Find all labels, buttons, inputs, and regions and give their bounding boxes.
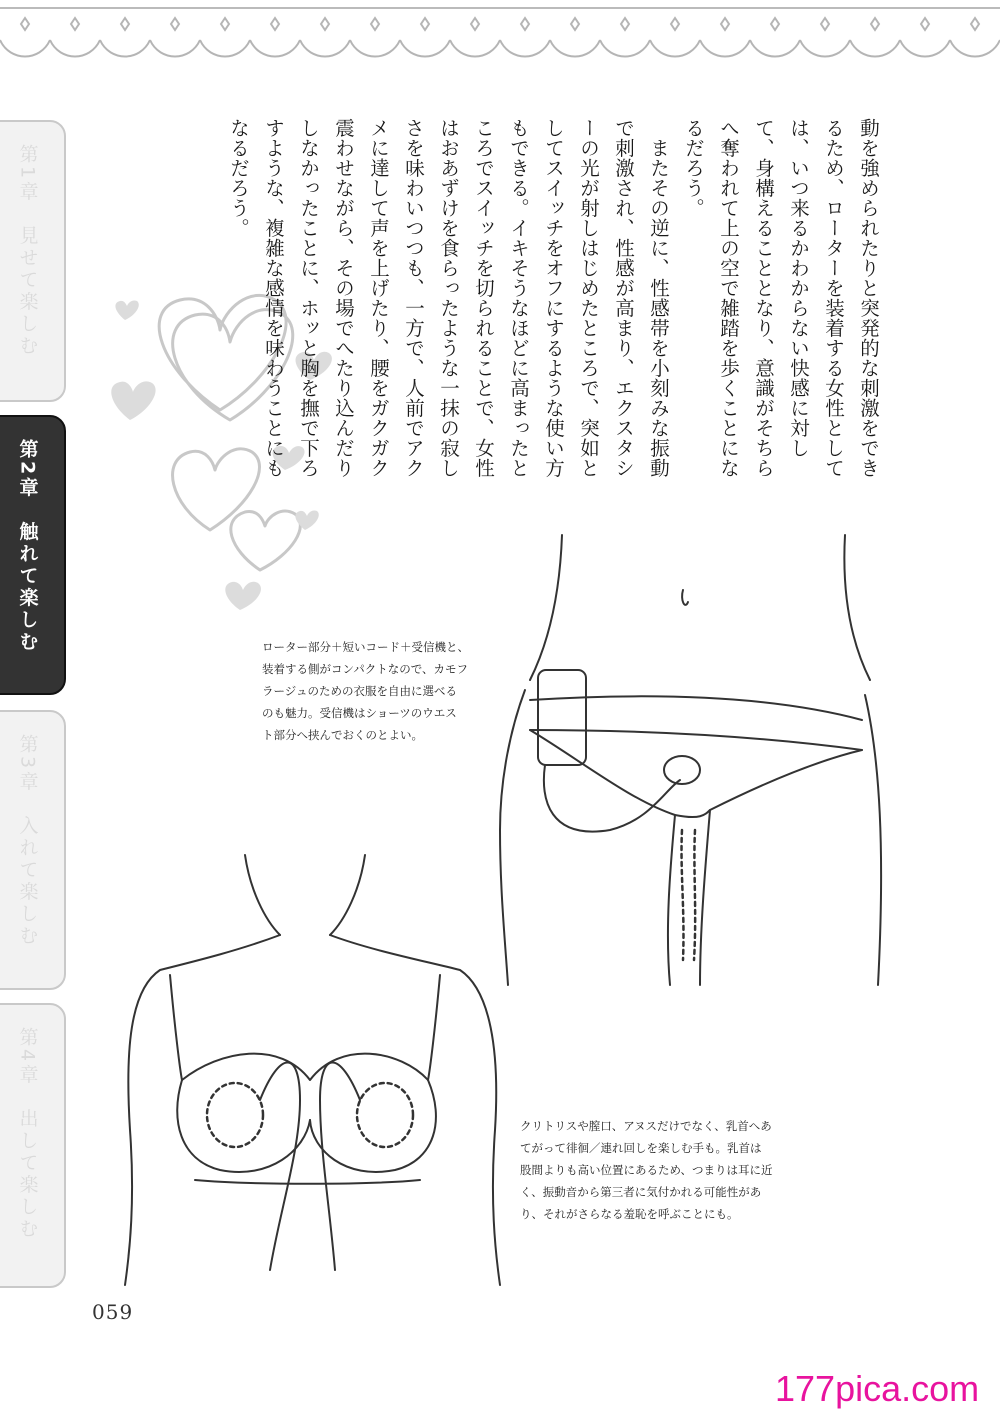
tab-chapter-4[interactable] [0,1003,66,1288]
lace-diamond [571,18,579,30]
lace-diamond [871,18,879,30]
tab-chapter-2[interactable] [0,415,66,695]
caption-line: 股間よりも高い位置にあるため、つまりは耳に近 [520,1163,773,1177]
tab-chapter-3-label: 第3章 入れて楽しむ [16,734,39,948]
lace-diamond [621,18,629,30]
lace-scallop [700,40,750,57]
lace-scallop [600,40,650,57]
lace-diamond [421,18,429,30]
caption-line: ローター部分＋短いコード＋受信機と、 [262,640,469,654]
caption-line: り、それがさらなる羞恥を呼ぶことにも。 [520,1207,739,1221]
lace-diamond [771,18,779,30]
lace-scallop [250,40,300,57]
lace-border-decoration [0,0,1000,70]
bra-illustration [100,850,530,1290]
lace-scallop [50,40,100,57]
caption-line: てがって徘徊／連れ回しを楽しむ手も。乳首は [520,1141,762,1155]
bra-caption [520,1115,773,1225]
lace-scallop [650,40,700,57]
page-number: 059 [92,1300,134,1324]
lace-scallop [100,40,150,57]
lace-scallop [350,40,400,57]
lace-diamond [171,18,179,30]
caption-line: ト部分へ挟んでおくのとよい。 [262,728,423,742]
lace-scallop [150,40,200,57]
caption-line: 装着する側がコンパクトなので、カモフ [262,662,468,676]
lace-scallop [400,40,450,57]
panties-illustration [490,530,890,990]
lace-scallop [450,40,500,57]
lace-scallop [900,40,950,57]
tab-chapter-3[interactable] [0,710,66,990]
watermark: 177pica.com [775,1368,980,1409]
panties-caption [262,636,469,746]
tab-chapter-2-label: 第2章 触れて楽しむ [16,439,39,654]
lace-diamond [121,18,129,30]
tab-chapter-1-label: 第1章 見せて楽しむ [16,144,39,358]
lace-scallop [0,40,50,57]
body-paragraph: またその逆に、性感帯を小刻みな振動で刺激され、性感が高まり、エクスタシーの光が射しはじめたところで、突如としてスイッチをオフにするような使い方もできる。イキそうなほどに高まったところでスイッチを切られることで、女性はおあずけを食らったような一抹の寂しさを味わいつつも、一方で、人前でアクメに達して声を上げたり、腰をガクガク震わせながら、その場でへたり込んだりしなかったことに、ホッと胸を撫で下ろすような、複雑な感情を味わうことにもなるだろう。 [227,118,670,478]
caption-line: ラージュのための衣服を自由に選べる [262,684,458,698]
lace-diamond [471,18,479,30]
caption-line: クリトリスや膣口、アヌスだけでなく、乳首へあ [520,1119,772,1133]
lace-scallop [750,40,800,57]
lace-diamond [71,18,79,30]
body-text-column [227,118,886,488]
lace-scallop [200,40,250,57]
lace-diamond [721,18,729,30]
lace-diamond [821,18,829,30]
lace-scallop [800,40,850,57]
lace-scallop [950,40,1000,57]
lace-diamond [21,18,29,30]
lace-diamond [271,18,279,30]
body-paragraph: 動を強められたりと突発的な刺激をできるため、ローターを装着する女性としては、いつ来るかわからない快感に対して、身構えることとなり、意識がそちらへ奪われて上の空で雑踏を歩くことになるだろう。 [682,118,880,478]
lace-diamond [921,18,929,30]
lace-scallop [550,40,600,57]
lace-diamond [221,18,229,30]
lace-scallop [500,40,550,57]
caption-line: く、振動音から第三者に気付かれる可能性があ [520,1185,762,1199]
lace-diamond [971,18,979,30]
lace-diamond [671,18,679,30]
tab-chapter-4-label: 第4章 出して楽しむ [16,1027,39,1241]
tab-chapter-1[interactable] [0,120,66,402]
lace-diamond [321,18,329,30]
lace-diamond [371,18,379,30]
lace-scallop [850,40,900,57]
caption-line: のも魅力。受信機はショーツのウエス [262,706,457,720]
lace-diamond [521,18,529,30]
lace-scallop [300,40,350,57]
